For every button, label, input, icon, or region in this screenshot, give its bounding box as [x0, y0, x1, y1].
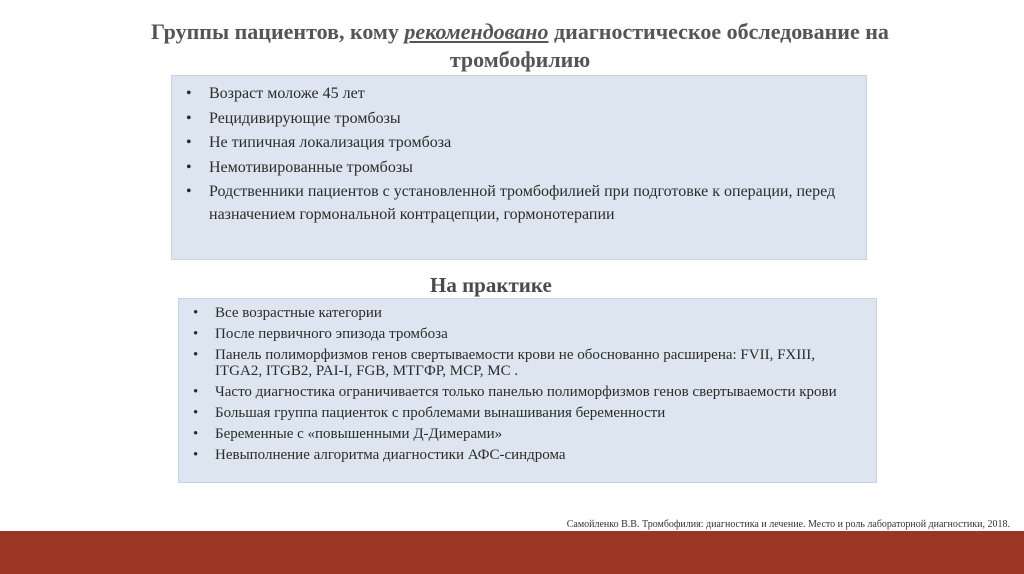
slide-title	[150, 18, 890, 74]
bullet-icon: •	[193, 384, 199, 400]
list-item-text: Невыполнение алгоритма диагностики АФС-синдрома	[215, 447, 566, 463]
bullet-icon: •	[193, 447, 199, 463]
bullet-icon: •	[186, 134, 192, 151]
bullet-icon: •	[193, 426, 199, 442]
bullet-icon: •	[186, 183, 192, 200]
list-item	[179, 426, 876, 442]
bullet-icon: •	[186, 109, 192, 127]
bullet-icon: •	[193, 347, 199, 363]
list-item-text: Родственники пациентов с установленной тромбофилией при подготовке к операции, перед назначением гормональной контрацепции, гормонотерапии	[209, 183, 836, 223]
list-item	[179, 384, 876, 400]
list-item-text: Возраст моложе 45 лет	[209, 85, 365, 102]
list-item-text: Большая группа пациенток с проблемами вынашивания беременности	[215, 405, 666, 421]
bullet-icon: •	[186, 85, 192, 102]
recommended-groups-box	[171, 75, 867, 260]
list-item	[179, 347, 876, 379]
list-item	[172, 157, 866, 180]
title-part-2: диагностическое обследование на тромбофилию	[449, 19, 889, 72]
footer-bar	[0, 531, 1024, 574]
recommended-groups-list	[172, 76, 866, 226]
practice-heading: На практике	[430, 273, 552, 297]
bullet-icon: •	[193, 405, 199, 421]
bullet-icon: •	[186, 158, 192, 176]
bullet-icon: •	[193, 326, 199, 342]
list-item	[179, 447, 876, 463]
list-item	[179, 405, 876, 421]
list-item-text: Рецидивирующие тромбозы	[209, 109, 401, 127]
list-item-text: Немотивированные тромбозы	[209, 158, 413, 176]
list-item	[172, 181, 866, 226]
list-item-text: После первичного эпизода тромбоза	[215, 326, 448, 342]
title-emphasis: рекомендовано	[404, 19, 549, 44]
practice-list	[179, 299, 876, 463]
list-item-text: Панель полиморфизмов генов свертываемости крови не обоснованно расширена: FVII, FXIII, ITGA2, ITGB2, PAI-I, FGB, MTГФР, MCP, MC .	[215, 347, 815, 379]
bullet-icon: •	[193, 305, 199, 321]
list-item-text: Не типичная локализация тромбоза	[209, 134, 452, 151]
list-item-text: Все возрастные категории	[215, 305, 382, 321]
title-part-1: Группы пациентов, кому	[151, 19, 405, 44]
list-item	[172, 83, 866, 106]
list-item	[172, 108, 866, 131]
list-item-text: Часто диагностика ограничивается только панелью полиморфизмов генов свертываемости крови	[215, 384, 837, 400]
list-item	[172, 132, 866, 155]
list-item	[179, 305, 876, 321]
practice-box	[178, 298, 877, 483]
source-citation: Самойленко В.В. Тромбофилия: диагностика и лечение. Место и роль лабораторной диагностики, 2018.	[566, 519, 1010, 530]
list-item	[179, 326, 876, 342]
list-item-text: Беременные с «повышенными Д-Димерами»	[215, 426, 503, 442]
